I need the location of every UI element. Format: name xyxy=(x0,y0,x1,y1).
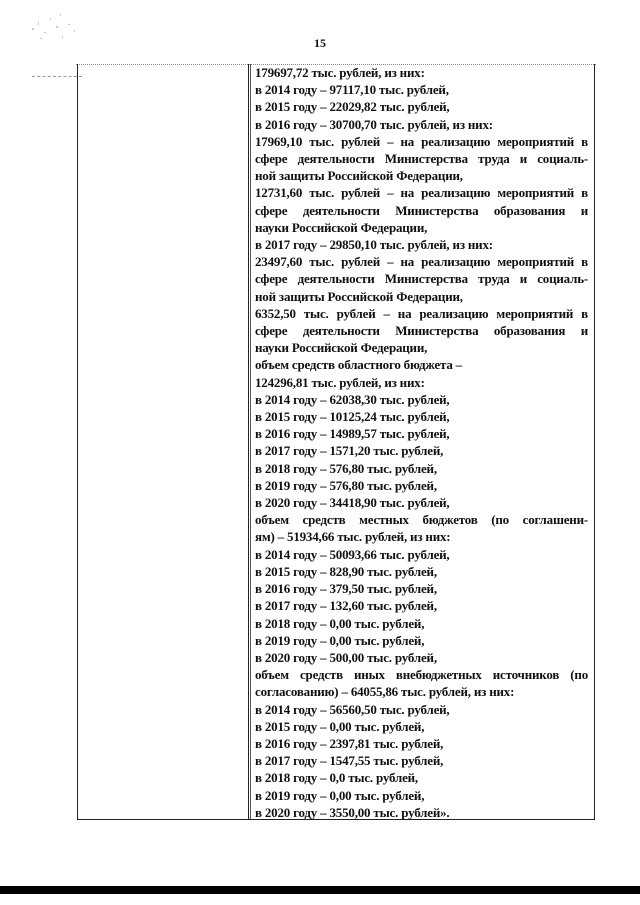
text-line: объем средств местных бюджетов (по соглашени- xyxy=(255,512,588,528)
funding-text-cell xyxy=(255,64,588,821)
text-line: в 2018 году – 576,80 тыс. рублей, xyxy=(255,460,437,476)
text-line: 23497,60 тыс. рублей – на реализацию мероприятий в xyxy=(255,254,588,270)
scan-artifact-dashes xyxy=(32,76,82,78)
text-line: 6352,50 тыс. рублей – на реализацию мероприятий в xyxy=(255,305,588,321)
text-line: сфере деятельности Министерства образования и xyxy=(255,202,588,218)
text-line: в 2015 году – 10125,24 тыс. рублей, xyxy=(255,409,450,425)
text-line: в 2014 году – 50093,66 тыс. рублей, xyxy=(255,546,450,562)
column-divider-inner xyxy=(250,64,251,819)
text-line: в 2019 году – 0,00 тыс. рублей, xyxy=(255,787,425,803)
text-line: в 2020 году – 3550,00 тыс. рублей». xyxy=(255,804,450,820)
text-line: в 2014 году – 56560,50 тыс. рублей, xyxy=(255,701,450,717)
text-line: в 2016 году – 30700,70 тыс. рублей, из них: xyxy=(255,116,493,132)
text-line: в 2020 году – 500,00 тыс. рублей, xyxy=(255,649,437,665)
page-number: 15 xyxy=(314,36,326,50)
text-line: в 2014 году – 97117,10 тыс. рублей, xyxy=(255,82,449,98)
text-line: науки Российской Федерации, xyxy=(255,219,428,235)
text-line: в 2017 году – 132,60 тыс. рублей, xyxy=(255,598,437,614)
text-line: в 2018 году – 0,00 тыс. рублей, xyxy=(255,615,425,631)
text-line: в 2015 году – 22029,82 тыс. рублей, xyxy=(255,99,450,115)
text-line: в 2017 году – 29850,10 тыс. рублей, из них: xyxy=(255,237,493,253)
text-line: ной защиты Российской Федерации, xyxy=(255,168,463,184)
text-line: в 2017 году – 1571,20 тыс. рублей, xyxy=(255,443,444,459)
text-line: сфере деятельности Министерства труда и социаль- xyxy=(255,271,588,287)
column-divider xyxy=(248,64,249,819)
text-line: науки Российской Федерации, xyxy=(255,340,428,356)
text-line: в 2020 году – 34418,90 тыс. рублей, xyxy=(255,495,450,511)
text-line: в 2016 году – 14989,57 тыс. рублей, xyxy=(255,426,450,442)
text-line: сфере деятельности Министерства труда и социаль- xyxy=(255,151,588,167)
text-line: 12731,60 тыс. рублей – на реализацию мероприятий в xyxy=(255,185,588,201)
text-line: сфере деятельности Министерства образования и xyxy=(255,323,588,339)
text-line: 124296,81 тыс. рублей, из них: xyxy=(255,374,425,390)
text-line: в 2017 году – 1547,55 тыс. рублей, xyxy=(255,753,444,769)
text-line: согласованию) – 64055,86 тыс. рублей, из них: xyxy=(255,684,515,700)
text-line: объем средств областного бюджета – xyxy=(255,357,462,373)
scan-bottom-edge xyxy=(0,886,640,894)
text-line: ной защиты Российской Федерации, xyxy=(255,288,463,304)
text-line: 17969,10 тыс. рублей – на реализацию мероприятий в xyxy=(255,133,588,149)
text-line: в 2016 году – 379,50 тыс. рублей, xyxy=(255,581,437,597)
text-line: объем средств иных внебюджетных источников (по xyxy=(255,667,588,683)
text-line: в 2019 году – 0,00 тыс. рублей, xyxy=(255,632,425,648)
text-line: в 2018 году – 0,0 тыс. рублей, xyxy=(255,770,418,786)
text-line: в 2019 году – 576,80 тыс. рублей, xyxy=(255,477,437,493)
budget-table xyxy=(77,64,595,820)
text-line: в 2016 году – 2397,81 тыс. рублей, xyxy=(255,735,444,751)
text-line: в 2015 году – 828,90 тыс. рублей, xyxy=(255,563,437,579)
text-line: 179697,72 тыс. рублей, из них: xyxy=(255,65,425,80)
text-line: в 2015 году – 0,00 тыс. рублей, xyxy=(255,718,425,734)
text-line: в 2014 году – 62038,30 тыс. рублей, xyxy=(255,391,450,407)
text-line: ям) – 51934,66 тыс. рублей, из них: xyxy=(255,529,451,545)
